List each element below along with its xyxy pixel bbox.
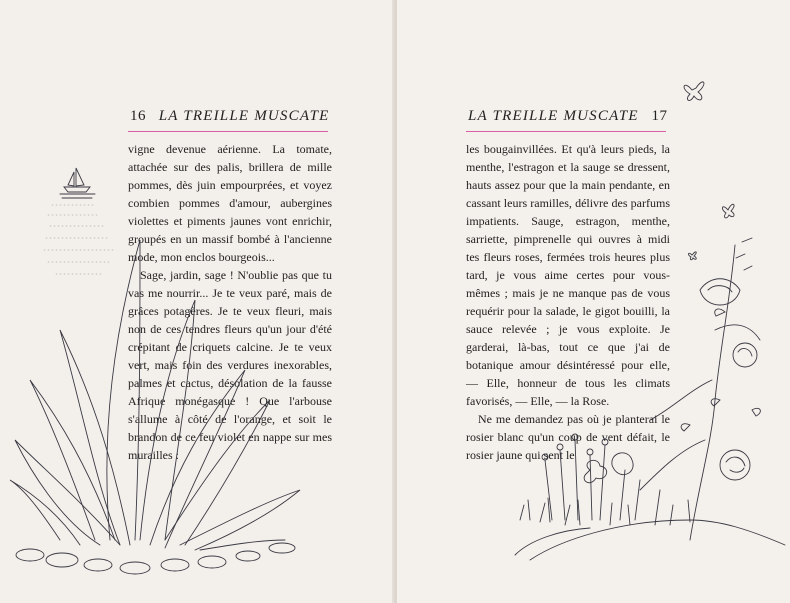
left-page-number: 16	[130, 108, 146, 124]
left-running-title: LA TREILLE MUSCATE	[158, 108, 330, 124]
rose-bush-illustration	[612, 238, 761, 540]
right-paragraph-1: les bougainvillées. Et qu'à leurs pieds, la menthe, l'estragon et la sauge se dressent, hauts assez pour que la main pendante, en cassant leurs ramilles, délivre des parfums impatients. Sauge, estragon, menthe, sarriette, pimprenelle qui ouvres à midi tes fleurs roses, fermées trois heures plus tard, je vous aime certes pour vous-mêmes ; mais je ne manque pas de vous requérir pour la salade, le gigot bouilli, la sauce relevée ; je vous exploite. Je garderai, là-bas, tout ce que j'ai de botanique amour désintéressé pour elle, — Elle, honneur de tous les climats favorisés, — Elle, — la Rose.	[466, 142, 670, 408]
sailboat-illustration	[60, 168, 95, 198]
left-paragraph-1: vigne devenue aérienne. La tomate, attachée sur des palis, brillera de mille pommes, dès juin empourprées, et voyez combien pommes d'amour, aubergines violettes et piments jaunes vont enrichir, groupés en un massif bombé à l'ancienne mode, mon enclos bourgeois...	[128, 142, 332, 264]
butterfly-illustration	[684, 82, 734, 260]
right-page-number: 17	[651, 108, 668, 124]
right-paragraph-2: Ne me demandez pas où je planterai le rosier blanc qu'un coup de vent défait, le rosier jaune qui sent le	[466, 412, 670, 462]
right-running-title: LA TREILLE MUSCATE	[468, 108, 639, 124]
sea-stipple	[44, 205, 116, 274]
stones-illustration	[16, 543, 295, 574]
agave-illustration	[10, 240, 300, 550]
left-paragraph-2: Sage, jardin, sage ! N'oublie pas que tu vas me nourrir... Je te veux paré, mais de grâces potagères. Je te veux fleuri, mais non de ces tendres fleurs qu'un jour d'été crépitant de criquets calcine. Je te veux vert, mais foin des verdures inexorables, palmes et cactus, désolation de la fausse Afrique monégasque ! Que l'arbouse s'allume à côté de l'orange, et soit le brandon de ce feu violet en nappe sur mes murailles :	[128, 268, 332, 462]
